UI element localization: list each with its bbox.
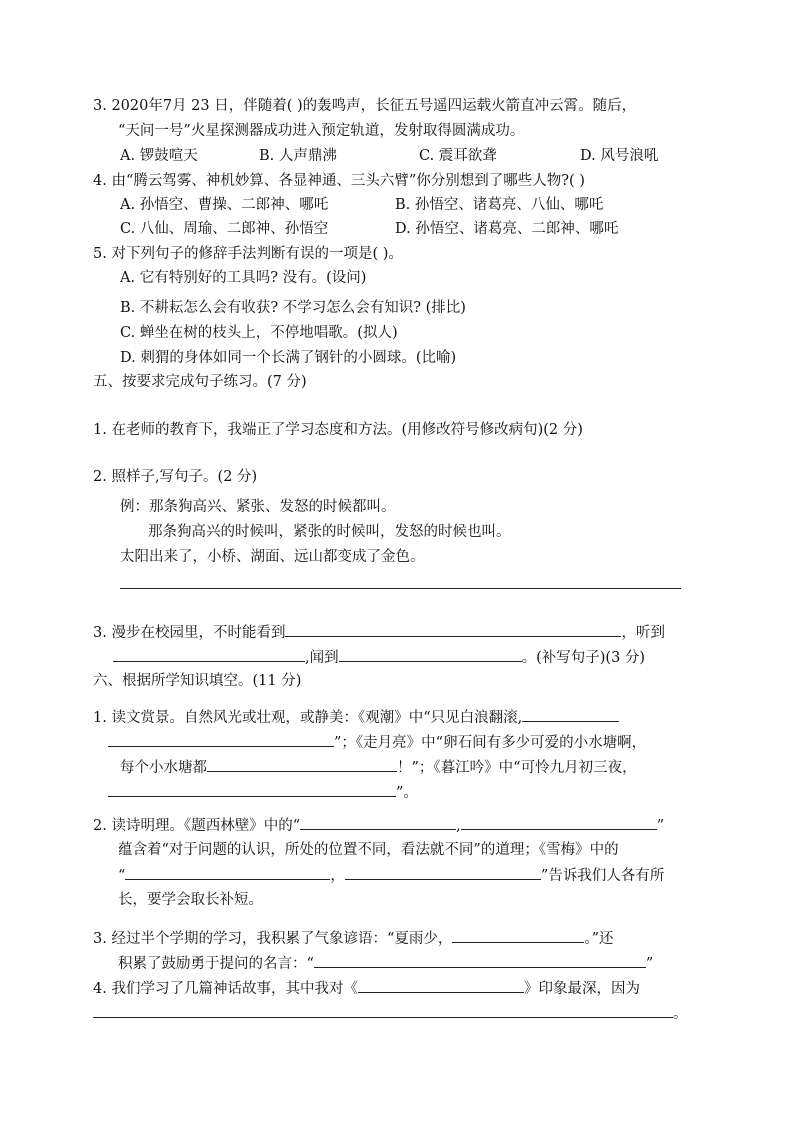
s5-q3-part2: ，听到 bbox=[621, 625, 665, 641]
s5-q2-stem: 2. 照样子,写句子。(2 分) bbox=[93, 469, 258, 485]
s6-q2-line3 bbox=[118, 865, 664, 886]
s6-q2-text-b: , bbox=[456, 818, 461, 834]
q5-option-a: A. 它有特别好的工具吗? 没有。(设问) bbox=[120, 270, 367, 286]
s5-q3-part1: 3. 漫步在校园里，不时能看到 bbox=[93, 625, 286, 641]
s6-q3-blank-2[interactable] bbox=[314, 953, 646, 968]
s6-q1-text-a: 1. 读文赏景。自然风光或壮观，或静美：《观潮》中“只见白浪翻滚, bbox=[93, 710, 523, 726]
s5-q3-line2 bbox=[113, 647, 645, 668]
q3-stem-line1: 3. 2020年7月 23 日，伴随着( )的轰鸣声，长征五号遥四运载火箭直冲云霄。随后， bbox=[93, 98, 637, 114]
q4-option-c: C. 八仙、周瑜、二郎神、孙悟空 bbox=[120, 221, 329, 237]
section6-title: 六、根据所学知识填空。(11 分) bbox=[93, 673, 302, 689]
q4-option-a: A. 孙悟空、曹操、二郎神、哪吒 bbox=[120, 197, 329, 213]
s6-q4-text-c: 。 bbox=[673, 1006, 688, 1022]
s6-q2-blank-3[interactable] bbox=[125, 865, 330, 880]
s5-q2-answer-line[interactable] bbox=[120, 588, 681, 589]
q5-option-d: D. 刺猬的身体如同一个长满了钢针的小圆球。(比喻) bbox=[120, 350, 457, 366]
s6-q1-line2 bbox=[108, 732, 646, 753]
s6-q1-text-c: 每个小水塘都 bbox=[120, 760, 207, 776]
s6-q3-text-b: 。”还 bbox=[584, 931, 614, 947]
s6-q1-line3 bbox=[120, 757, 637, 778]
q5-option-b: B. 不耕耘怎么会有收获? 不学习怎么会有知识? (排比) bbox=[120, 300, 466, 316]
q3-option-c: C. 震耳欲聋 bbox=[419, 148, 497, 164]
s6-q3-line2 bbox=[118, 953, 653, 974]
s6-q2-line4: 长，要学会取长补短。 bbox=[118, 892, 263, 908]
q4-option-d: D. 孙悟空、诸葛亮、二郎神、哪吒 bbox=[395, 221, 619, 237]
s5-q3-blank-hear[interactable] bbox=[113, 647, 305, 662]
s6-q1-blank-3[interactable] bbox=[108, 782, 396, 797]
s6-q3-text-c: 积累了鼓励勇于提问的名言：“ bbox=[118, 956, 314, 972]
s6-q4-blank-2[interactable] bbox=[93, 1003, 673, 1018]
s6-q3-text-a: 3. 经过半个学期的学习，我积累了气象谚语：“夏雨少， bbox=[93, 931, 453, 947]
section5-title: 五、按要求完成句子练习。(7 分) bbox=[93, 374, 307, 390]
s6-q2-blank-2[interactable] bbox=[461, 815, 657, 830]
s6-q4-text-a: 4. 我们学习了几篇神话故事，其中我对《 bbox=[93, 981, 358, 997]
s6-q4-blank-1[interactable] bbox=[358, 978, 524, 993]
s6-q2-line2: 蕴含着“对于问题的认识，所处的位置不同，看法就不同”的道理；《雪梅》中的 bbox=[118, 842, 619, 858]
q3-stem-line2: “天问一号”火星探测器成功进入预定轨道，发射取得圆满成功。 bbox=[118, 123, 525, 139]
q3-option-b: B. 人声鼎沸 bbox=[259, 148, 337, 164]
s6-q4-line1 bbox=[93, 978, 640, 999]
s6-q1-blank-2[interactable] bbox=[207, 757, 397, 772]
s6-q3-text-d: ” bbox=[645, 956, 654, 972]
s6-q2-text-a: 2. 读诗明理。《题西林壁》中的“ bbox=[93, 818, 301, 834]
s6-q1-text-e: ”。 bbox=[396, 785, 418, 801]
s6-q2-text-c: ” bbox=[656, 818, 665, 834]
s5-q2-example1: 例：那条狗高兴、紧张、发怒的时候都叫。 bbox=[120, 499, 396, 515]
s6-q3-blank-1[interactable] bbox=[452, 928, 584, 943]
s6-q2-blank-1[interactable] bbox=[300, 815, 456, 830]
s6-q1-line4 bbox=[108, 782, 418, 803]
s5-q3-blank-see[interactable] bbox=[285, 622, 621, 637]
s6-q2-line1 bbox=[93, 815, 664, 836]
q5-stem: 5. 对下列句子的修辞手法判断有误的一项是( )。 bbox=[93, 246, 403, 262]
s5-q3-blank-smell[interactable] bbox=[339, 647, 522, 662]
s6-q1-blank-1a[interactable] bbox=[522, 707, 619, 722]
s6-q1-text-d: ！”；《暮江吟》中“可怜九月初三夜， bbox=[397, 760, 637, 776]
s6-q3-line1 bbox=[93, 928, 614, 949]
s5-q3-part4: 。(补写句子)(3 分) bbox=[521, 650, 646, 666]
s6-q2-text-e: “ bbox=[118, 868, 126, 884]
s6-q1-line1 bbox=[93, 707, 619, 728]
s6-q1-text-b: ”；《走月亮》中“卵石间有多少可爱的小水塘啊， bbox=[334, 735, 647, 751]
s5-q3-line1 bbox=[93, 622, 665, 643]
s6-q4-text-b: 》印象最深，因为 bbox=[523, 981, 640, 997]
s5-q2-prompt: 太阳出来了，小桥、湖面、远山都变成了金色。 bbox=[120, 549, 425, 565]
q4-option-b: B. 孙悟空、诸葛亮、八仙、哪吒 bbox=[395, 197, 604, 213]
q3-option-a: A. 锣鼓喧天 bbox=[120, 148, 198, 164]
s6-q4-line2 bbox=[93, 1003, 688, 1024]
s6-q2-text-f: ， bbox=[330, 868, 345, 884]
q4-stem: 4. 由“腾云驾雾、神机妙算、各显神通、三头六臂”你分别想到了哪些人物?( ) bbox=[93, 173, 585, 189]
s5-q1: 1. 在老师的教育下，我端正了学习态度和方法。(用修改符号修改病句)(2 分) bbox=[93, 422, 583, 438]
q3-option-d: D. 风号浪吼 bbox=[580, 148, 659, 164]
q5-option-c: C. 蝉坐在树的枝头上，不停地唱歌。(拟人) bbox=[120, 325, 398, 341]
s5-q2-example2: 那条狗高兴的时候叫，紧张的时候叫，发怒的时候也叫。 bbox=[148, 524, 511, 540]
s6-q1-blank-1b[interactable] bbox=[108, 732, 334, 747]
s5-q3-part3: ,闻到 bbox=[305, 650, 339, 666]
s6-q2-text-g: ”告诉我们人各有所 bbox=[540, 868, 665, 884]
s6-q2-blank-4[interactable] bbox=[345, 865, 541, 880]
